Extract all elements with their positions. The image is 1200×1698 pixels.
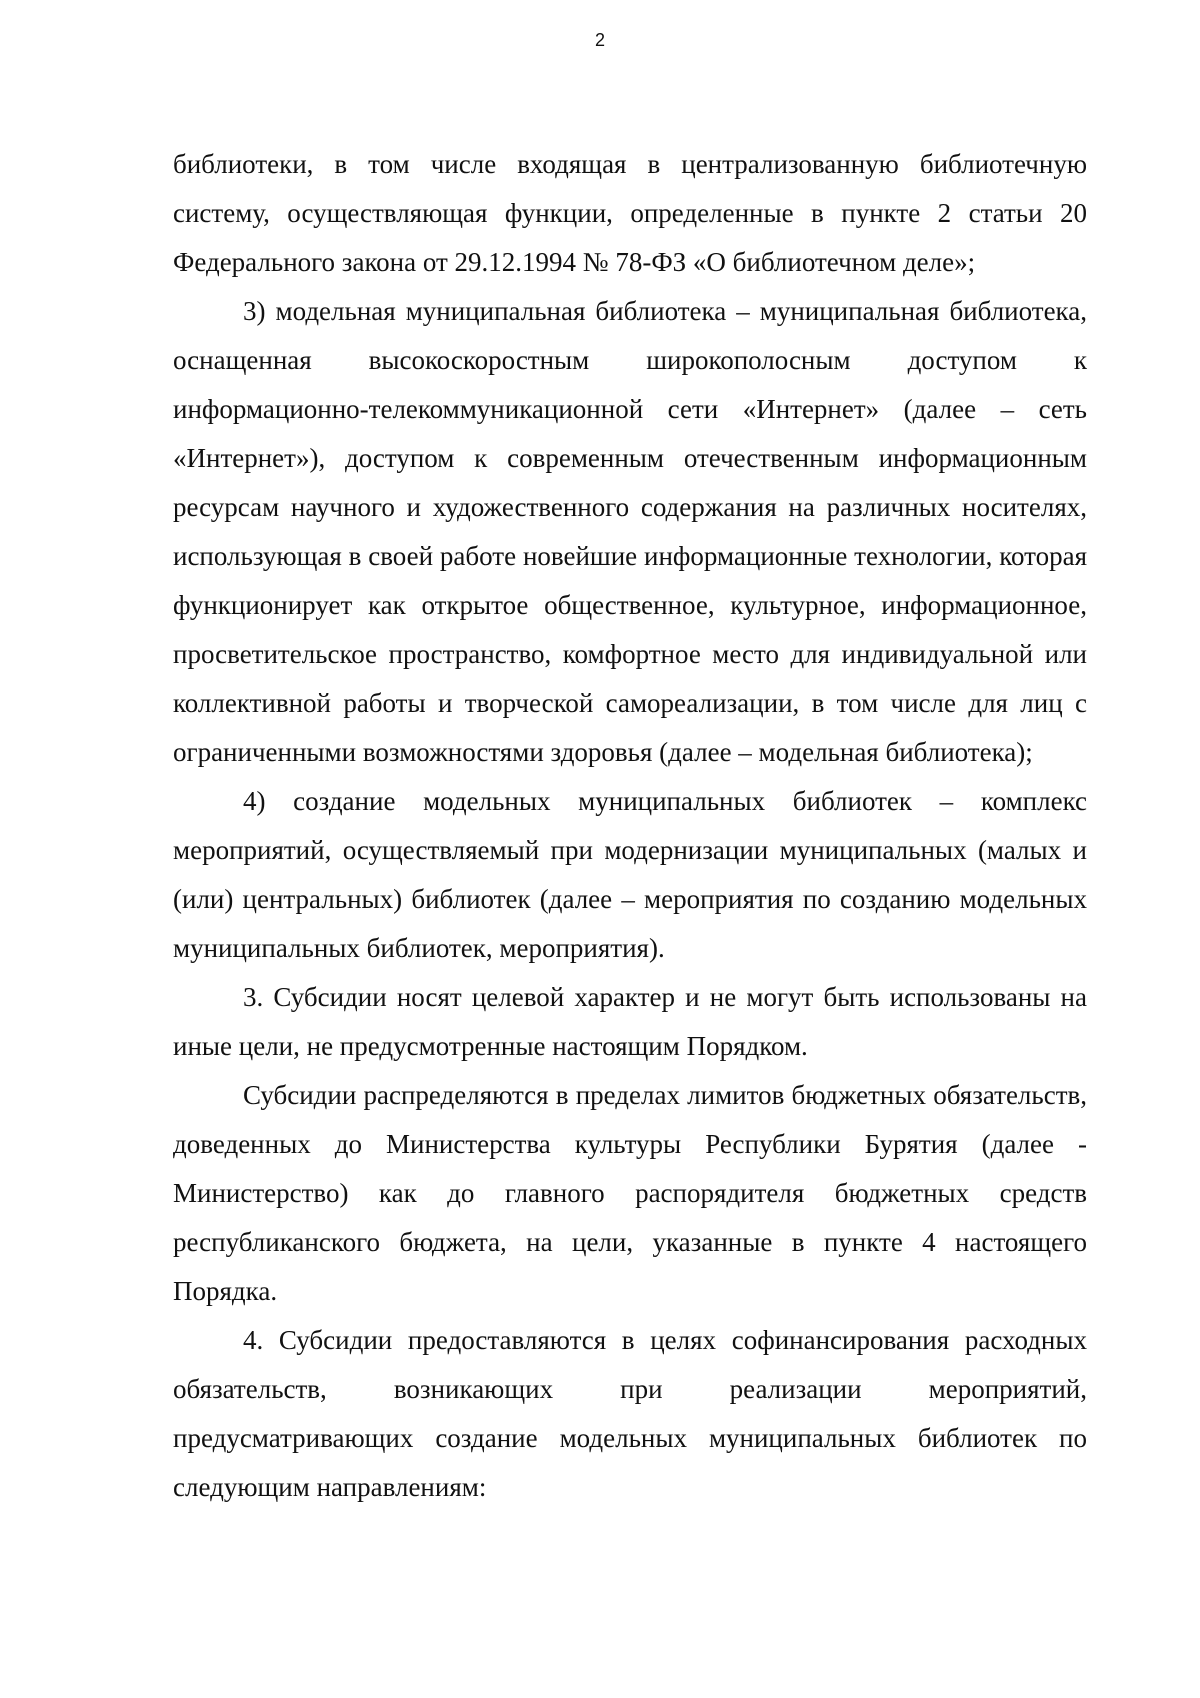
paragraph-subsidy-distribution: Субсидии распределяются в пределах лимитов бюджетных обязательств, доведенных до Министерства культуры Республики Бурятия (далее - Министерство) как до главного распорядителя бюджетных средств республиканского бюджета, на цели, указанные в пункте 4 настоящего Порядка. <box>173 1080 1087 1306</box>
paragraph-continuation: библиотеки, в том числе входящая в централизованную библиотечную систему, осуществляющая функции, определенные в пункте 2 статьи 20 Федерального закона от 29.12.1994 № 78-ФЗ «О библиотечном деле»; <box>173 149 1087 277</box>
paragraph-item-4: 4) создание модельных муниципальных библиотек – комплекс мероприятий, осуществляемый при модернизации муниципальных (малых и (или) центральных) библиотек (далее – мероприятия по созданию модельных муниципальных библиотек, мероприятия). <box>173 786 1087 963</box>
document-body <box>173 140 1087 1512</box>
paragraph-clause-3: 3. Субсидии носят целевой характер и не могут быть использованы на иные цели, не предусмотренные настоящим Порядком. <box>173 982 1087 1061</box>
page-number: 2 <box>594 30 605 50</box>
paragraph-item-3: 3) модельная муниципальная библиотека – муниципальная библиотека, оснащенная высокоскоростным широкополосным доступом к информационно-телекоммуникационной сети «Интернет» (далее – сеть «Интернет»), доступом к современным отечественным информационным ресурсам научного и художественного содержания на различных носителях, использующая в своей работе новейшие информационные технологии, которая функционирует как открытое общественное, культурное, информационное, просветительское пространство, комфортное место для индивидуальной или коллективной работы и творческой самореализации, в том числе для лиц с ограниченными возможностями здоровья (далее – модельная библиотека); <box>173 296 1087 767</box>
paragraph-clause-4: 4. Субсидии предоставляются в целях софинансирования расходных обязательств, возникающих при реализации мероприятий, предусматривающих создание модельных муниципальных библиотек по следующим направлениям: <box>173 1325 1087 1502</box>
